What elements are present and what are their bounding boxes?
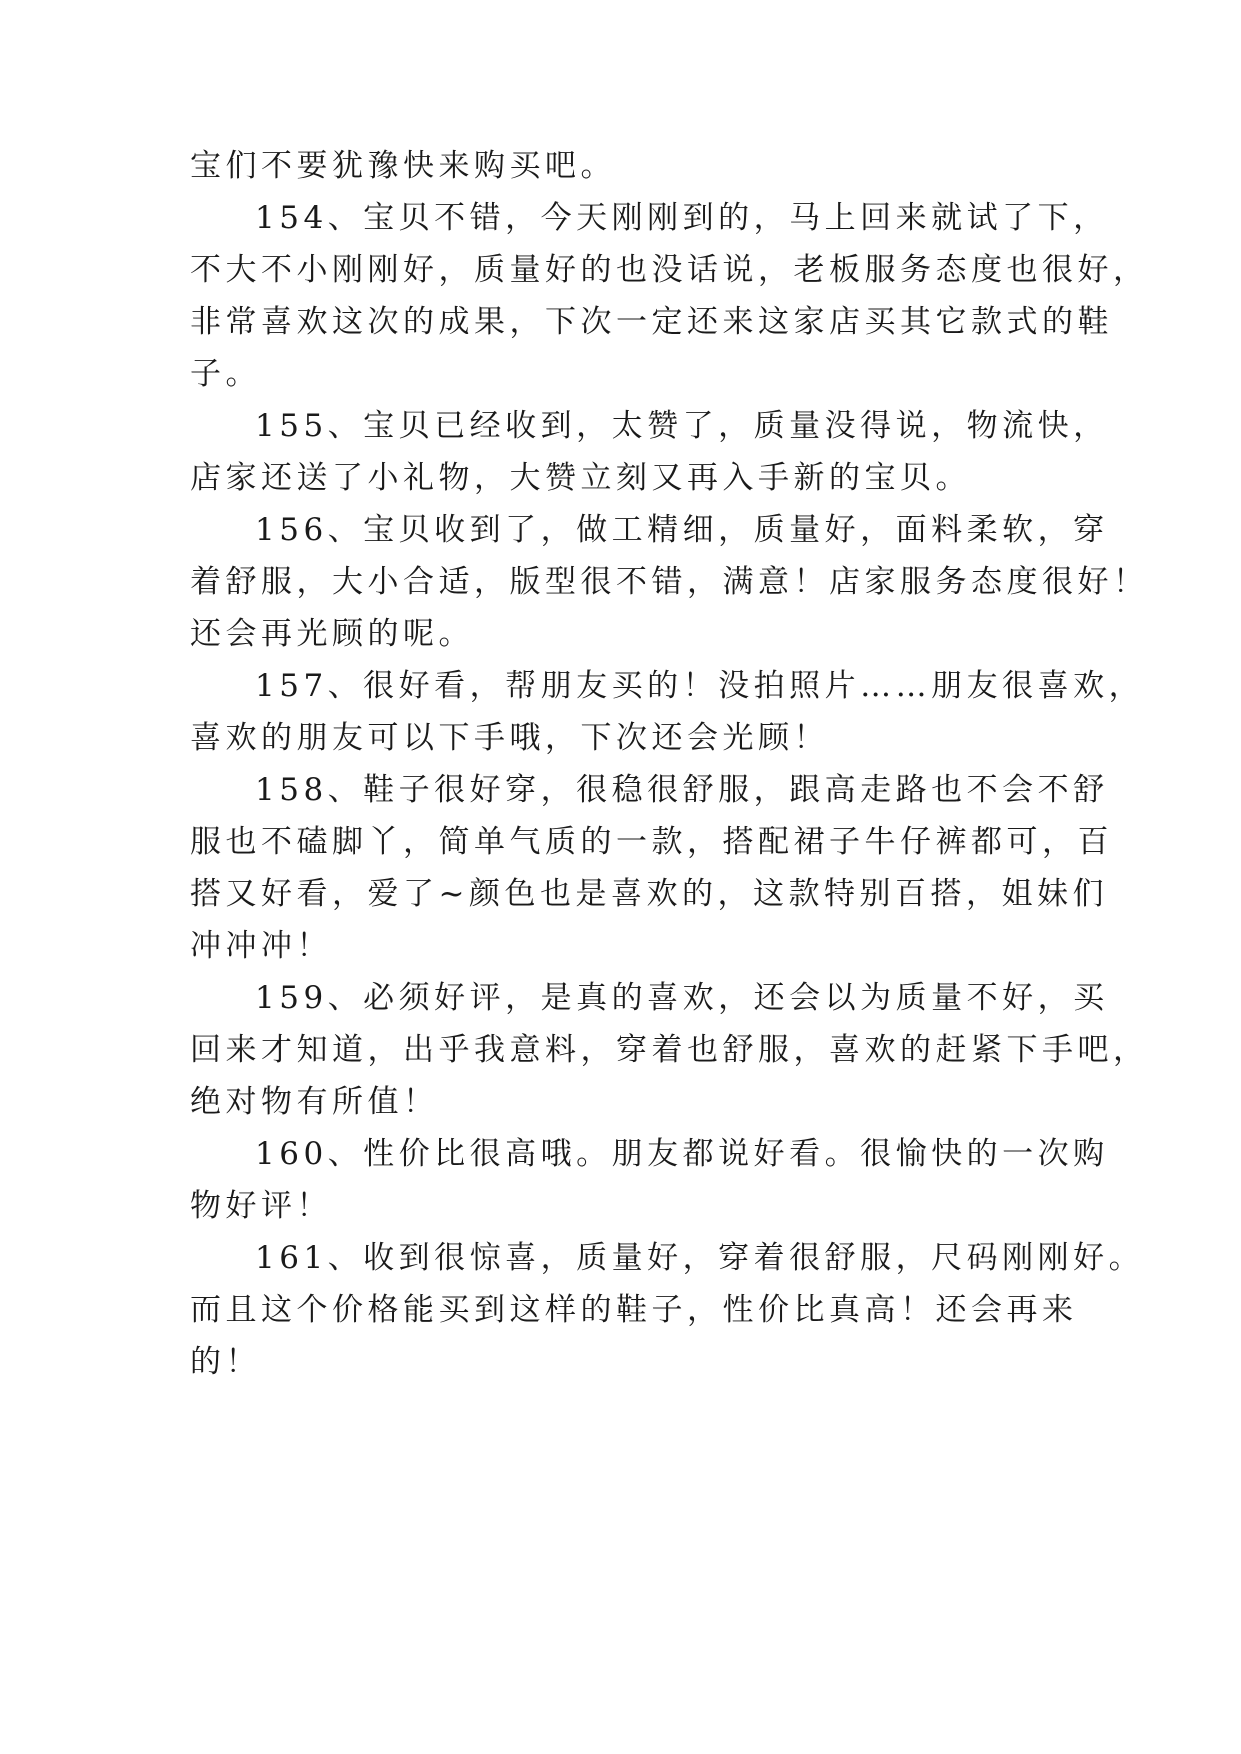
text-line: 的！: [190, 1344, 261, 1380]
text-line: 着舒服，大小合适，版型很不错，满意！店家服务态度很好！: [190, 564, 1149, 600]
text-line: 喜欢的朋友可以下手哦，下次还会光顾！: [190, 720, 829, 756]
review-158-line-1: 158、鞋子很好穿，很稳很舒服，跟高走路也不会不舒: [255, 772, 1109, 808]
text-line: 搭又好看，爱了~颜色也是喜欢的，这款特别百搭，姐妹们: [190, 876, 1108, 912]
text-line: 宝们不要犹豫快来购买吧。: [190, 148, 616, 184]
text-line: 非常喜欢这次的成果，下次一定还来这家店买其它款式的鞋: [190, 304, 1113, 340]
review-154-line-1: 154、宝贝不错，今天刚刚到的，马上回来就试了下，: [255, 200, 1109, 236]
text-line: 店家还送了小礼物，大赞立刻又再入手新的宝贝。: [190, 460, 971, 496]
text-line: 回来才知道，出乎我意料，穿着也舒服，喜欢的赶紧下手吧，: [190, 1032, 1149, 1068]
review-159-line-1: 159、必须好评，是真的喜欢，还会以为质量不好，买: [255, 980, 1109, 1016]
review-161-line-1: 161、收到很惊喜，质量好，穿着很舒服，尺码刚刚好。: [255, 1240, 1145, 1276]
text-line: 而且这个价格能买到这样的鞋子，性价比真高！还会再来: [190, 1292, 1078, 1328]
text-line: 冲冲冲！: [190, 928, 332, 964]
review-157-line-1: 157、很好看，帮朋友买的！没拍照片……朋友很喜欢，: [255, 668, 1145, 704]
review-155-line-1: 155、宝贝已经收到，太赞了，质量没得说，物流快，: [255, 408, 1109, 444]
review-160-line-1: 160、性价比很高哦。朋友都说好看。很愉快的一次购: [255, 1136, 1109, 1172]
text-line: 还会再光顾的呢。: [190, 616, 474, 652]
text-line: 物好评！: [190, 1188, 332, 1224]
text-line: 不大不小刚刚好，质量好的也没话说，老板服务态度也很好，: [190, 252, 1149, 288]
text-line: 服也不磕脚丫，简单气质的一款，搭配裙子牛仔裤都可，百: [190, 824, 1113, 860]
text-line: 子。: [190, 356, 261, 392]
text-line: 绝对物有所值！: [190, 1084, 439, 1120]
review-156-line-1: 156、宝贝收到了，做工精细，质量好，面料柔软，穿: [255, 512, 1109, 548]
